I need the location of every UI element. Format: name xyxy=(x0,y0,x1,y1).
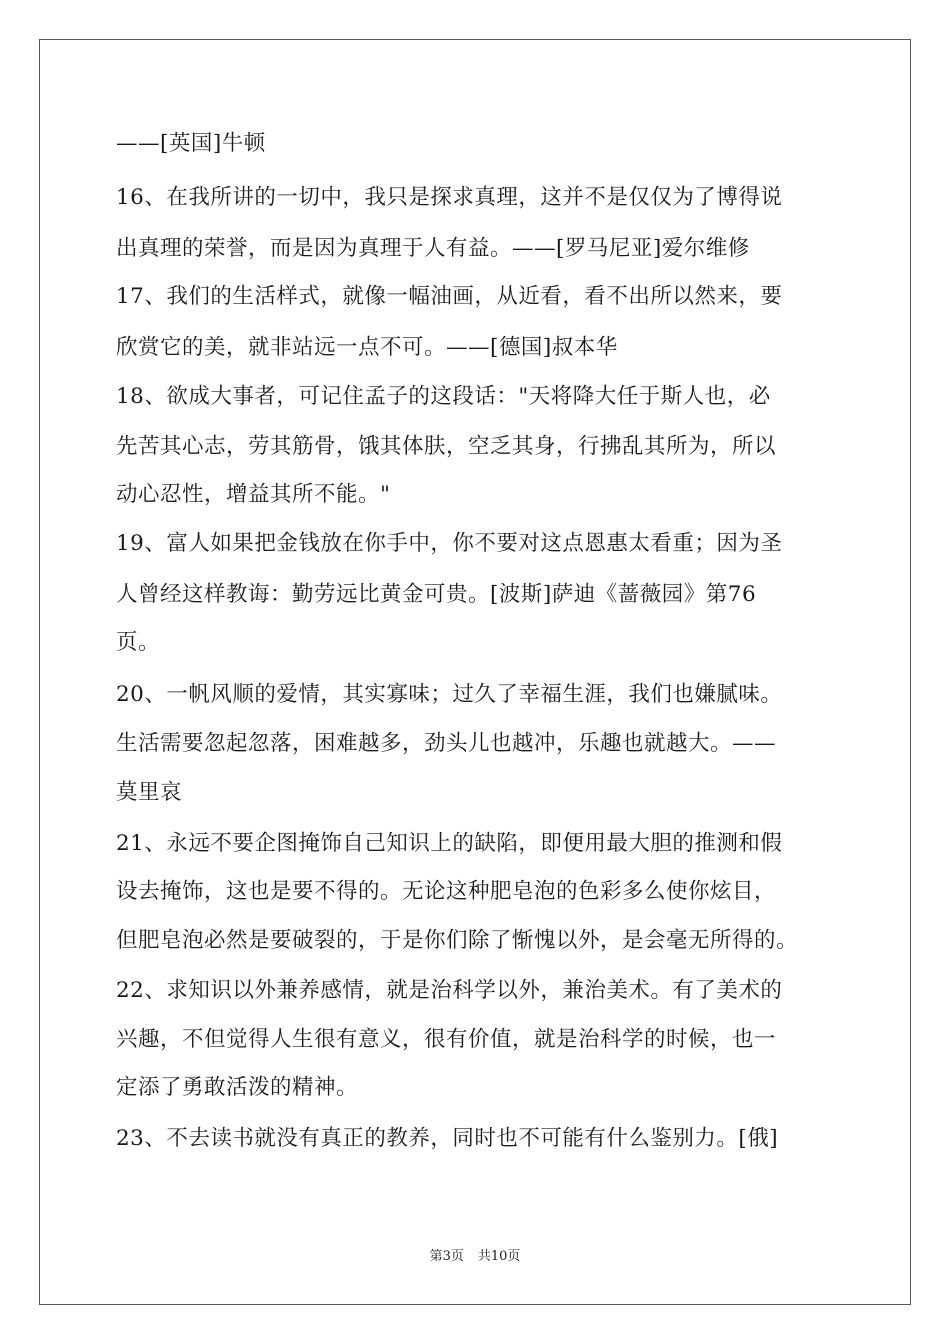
text-line: 22、求知识以外兼养感情，就是治科学以外，兼治美术。有了美术的 xyxy=(116,978,783,1003)
text-line: 莫里哀 xyxy=(116,780,183,805)
page-number: 第3页 xyxy=(429,1249,464,1264)
page-frame xyxy=(39,39,911,1305)
page-footer xyxy=(0,1248,950,1266)
text-line: 23、不去读书就没有真正的教养，同时也不可能有什么鉴别力。[俄] xyxy=(116,1126,779,1151)
text-line: 21、永远不要企图掩饰自己知识上的缺陷，即便用最大胆的推测和假 xyxy=(116,831,783,856)
text-line: 出真理的荣誉，而是因为真理于人有益。——[罗马尼亚]爱尔维修 xyxy=(116,236,750,261)
text-line: 兴趣，不但觉得人生很有意义，很有价值，就是治科学的时候，也一 xyxy=(116,1027,777,1052)
text-line: 动心忍性，增益其所不能。" xyxy=(116,482,391,507)
text-line: 人曾经这样教诲：勤劳远比黄金可贵。[波斯]萨迪《蔷薇园》第76 xyxy=(116,582,757,607)
text-line: 先苦其心志，劳其筋骨，饿其体肤，空乏其身，行拂乱其所为，所以 xyxy=(116,434,777,459)
text-line: 18、欲成大事者，可记住孟子的这段话："天将降大任于斯人也，必 xyxy=(116,384,771,409)
text-line: ——[英国]牛顿 xyxy=(116,131,266,156)
text-line: 20、一帆风顺的爱情，其实寡味；过久了幸福生涯，我们也嫌腻味。 xyxy=(116,682,783,707)
text-line: 19、富人如果把金钱放在你手中，你不要对这点恩惠太看重；因为圣 xyxy=(116,531,783,556)
text-line: 生活需要忽起忽落，困难越多，劲头儿也越冲，乐趣也就越大。—— xyxy=(116,731,777,756)
text-line: 但肥皂泡必然是要破裂的，于是你们除了惭愧以外，是会毫无所得的。 xyxy=(116,928,799,953)
text-line: 定添了勇敢活泼的精神。 xyxy=(116,1075,359,1100)
text-line: 欣赏它的美，就非站远一点不可。——[德国]叔本华 xyxy=(116,335,618,360)
text-line: 17、我们的生活样式，就像一幅油画，从近看，看不出所以然来，要 xyxy=(116,284,783,309)
text-line: 16、在我所讲的一切中，我只是探求真理，这并不是仅仅为了博得说 xyxy=(116,185,783,210)
text-line: 页。 xyxy=(116,630,161,655)
text-line: 设去掩饰，这也是要不得的。无论这种肥皂泡的色彩多么使你炫目， xyxy=(116,879,777,904)
page-total: 共10页 xyxy=(477,1249,521,1264)
